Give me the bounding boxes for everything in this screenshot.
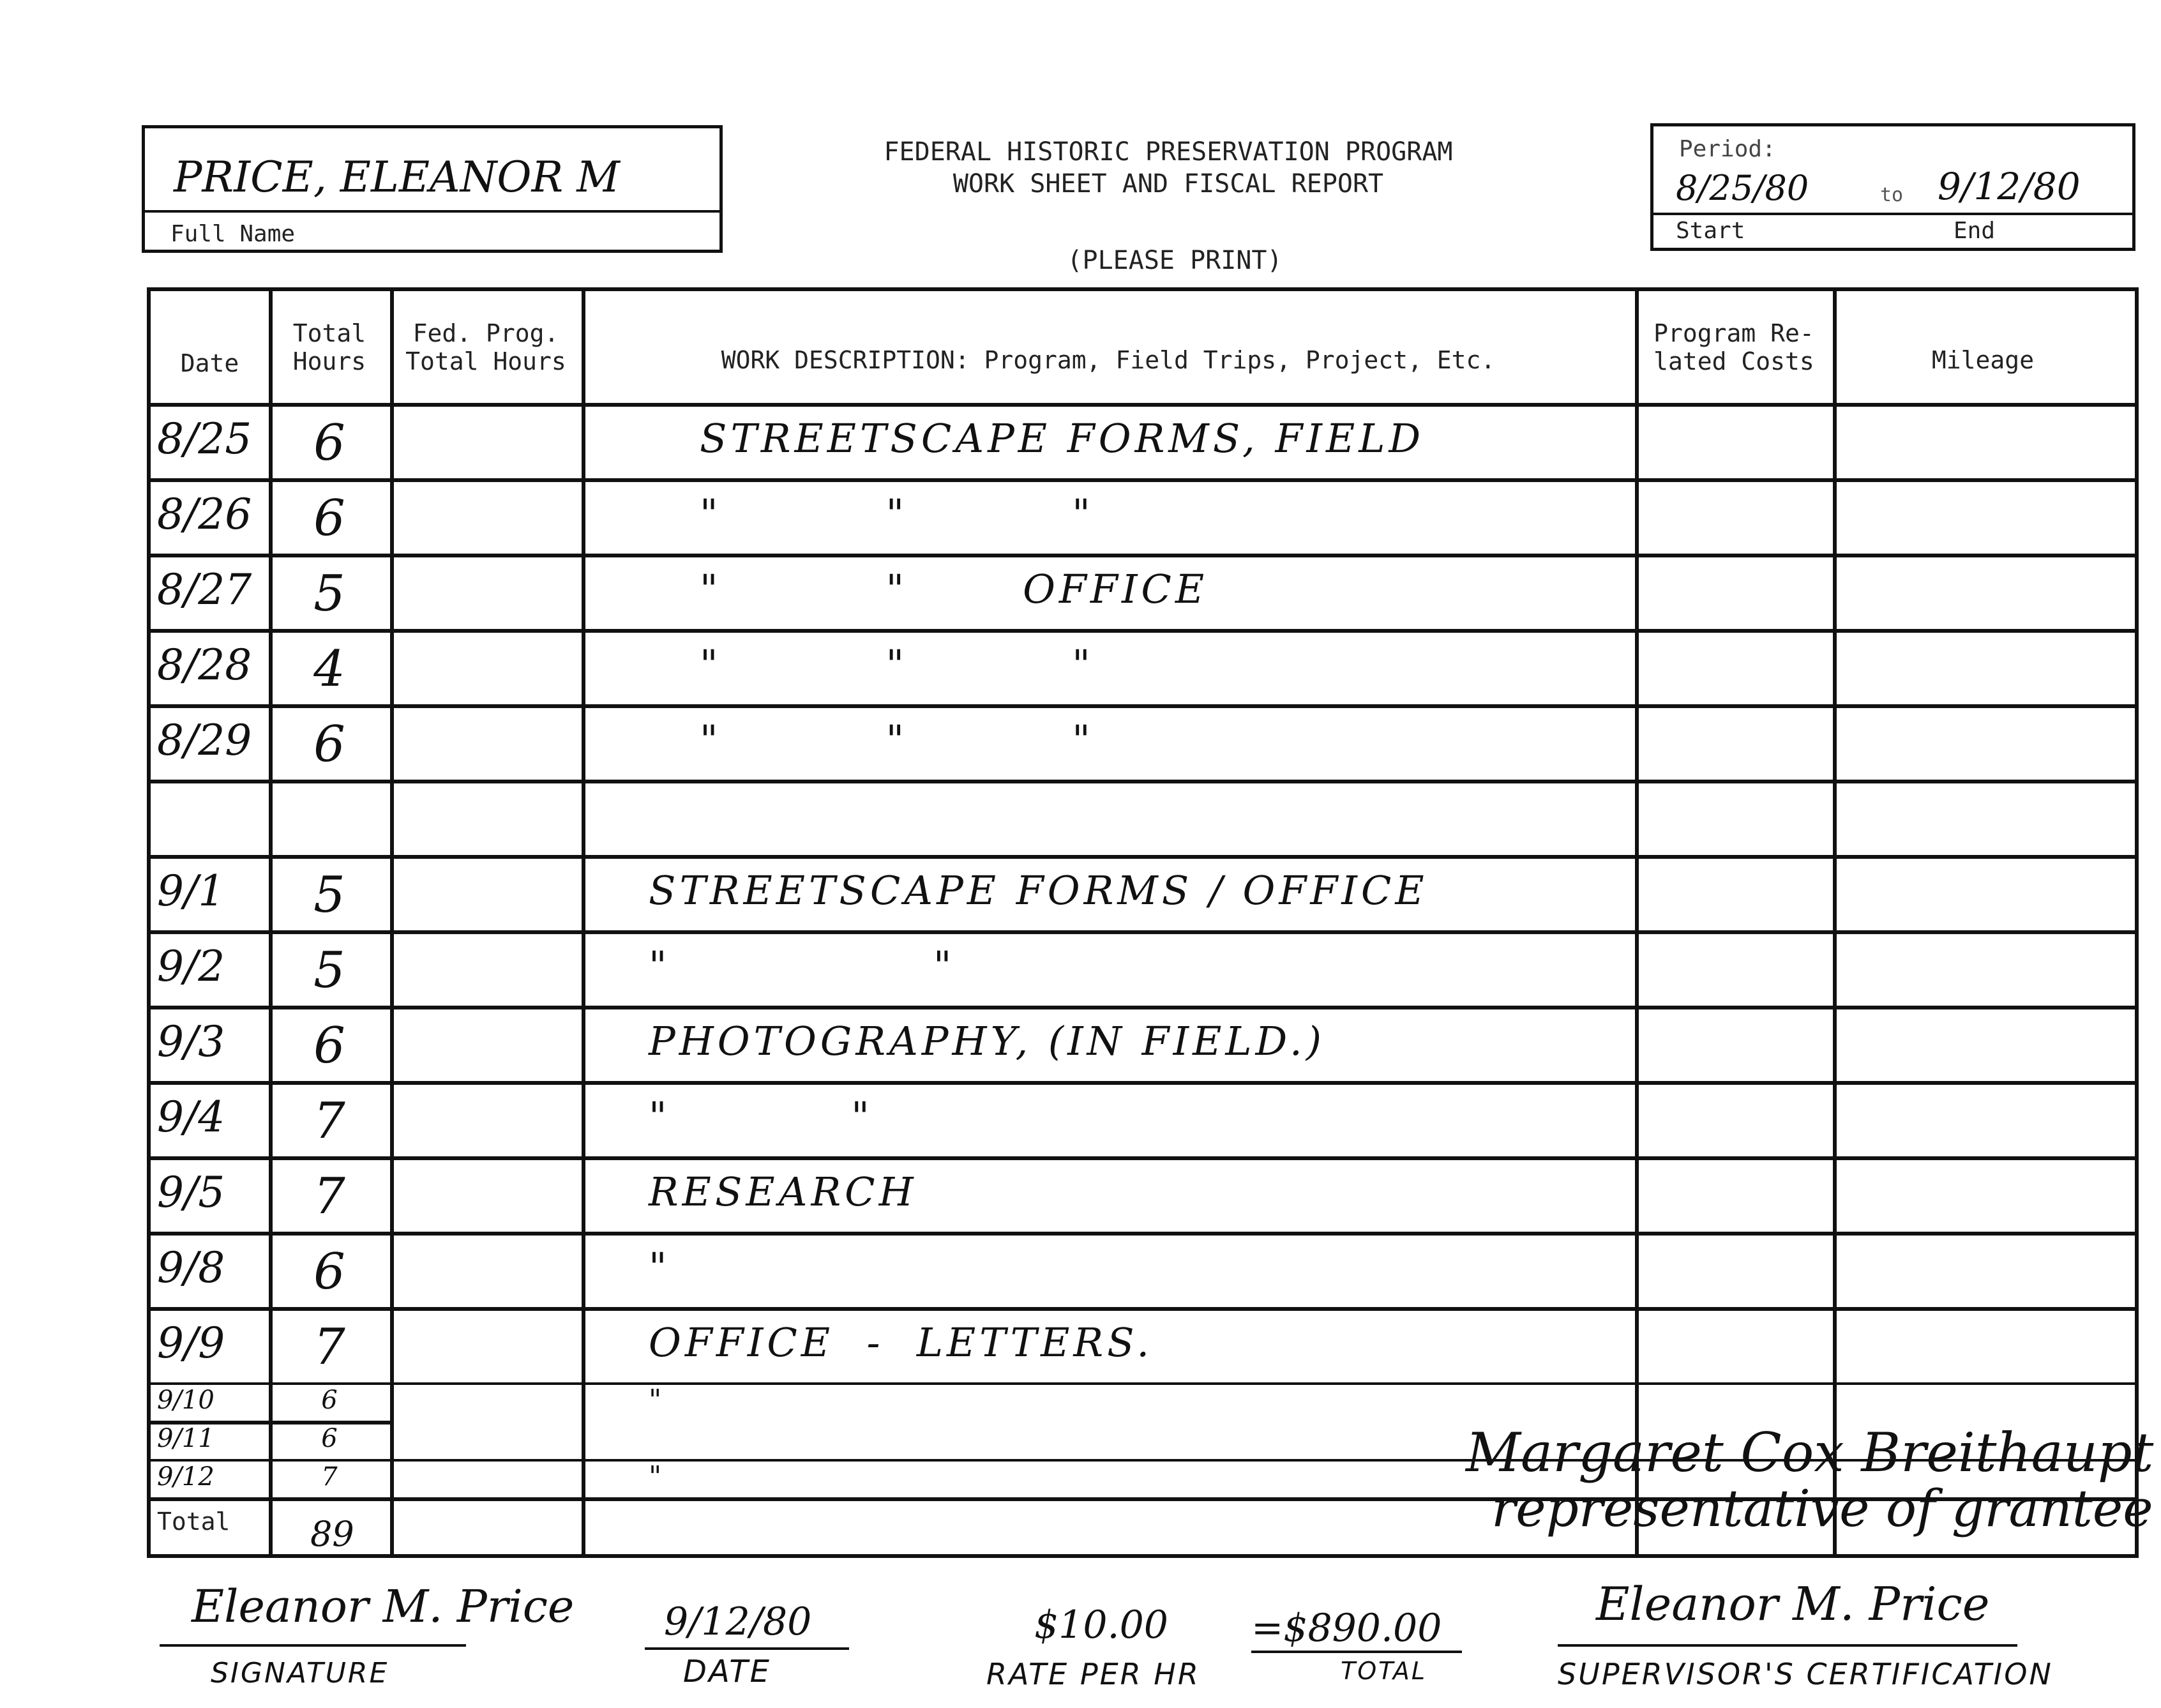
full-name-box [142,125,723,253]
rate-value: $10.00 [1034,1603,1168,1647]
row-work-description: " [649,1460,666,1493]
row-total-hours: 6 [313,490,345,548]
row-work-description: " " " [700,716,1094,763]
row-work-description: " " [649,942,956,989]
row-total-hours: 5 [313,942,345,1000]
total-hours-value: 89 [310,1514,354,1554]
row-total-hours: 6 [313,1243,345,1301]
row-divider [151,930,2135,934]
row-total-hours: 6 [313,1017,345,1075]
row-divider [151,780,2135,783]
col-header-work-description: WORK DESCRIPTION: Program, Field Trips, Project, Etc. [721,345,1496,374]
col-header-date: Date [180,349,239,377]
row-divider [151,1382,2135,1385]
row-work-description: " " [649,1093,873,1140]
row-divider [151,478,2135,482]
row-date: 8/26 [157,490,252,540]
work-sheet-table [147,287,2154,1558]
total-label: Total [157,1508,230,1536]
row-divider [151,704,2135,708]
supervisor-signature: Eleanor M. Price [1596,1577,1990,1631]
row-work-description: " " " [700,641,1094,688]
employee-signature: Eleanor M. Price [192,1580,575,1633]
row-divider [151,1156,2135,1160]
row-total-hours: 7 [313,1168,345,1226]
row-total-hours: 5 [313,866,345,925]
col-header-program-costs: Program Re- lated Costs [1653,319,1814,375]
period-end-value: 9/12/80 [1938,165,2081,208]
row-total-hours: 6 [313,414,345,472]
form-title-line2: WORK SHEET AND FISCAL REPORT [952,169,1384,199]
row-date: 8/28 [157,640,252,690]
total-pay-line [1251,1651,1462,1653]
row-date: 9/12 [157,1462,215,1492]
row-date: 9/1 [157,866,225,916]
row-total-hours: 7 [313,1319,345,1377]
row-work-description: OFFICE - LETTERS. [649,1319,1154,1366]
row-work-description: " [649,1244,671,1290]
row-work-description: " " OFFICE [700,566,1209,612]
row-date: 9/8 [157,1243,225,1293]
row-work-description: " " " [700,490,1094,537]
supervisor-label: SUPERVISOR'S CERTIFICATION [1558,1657,2053,1691]
row-work-description: " [649,1384,666,1416]
row-work-description: STREETSCAPE FORMS / OFFICE [649,867,1428,914]
total-pay-value: =$890.00 [1251,1606,1442,1651]
col-header-mileage: Mileage [1931,345,2035,374]
row-date: 8/29 [157,716,252,766]
period-start-value: 8/25/80 [1676,168,1809,208]
signature-line [160,1644,466,1647]
grantee-title: representative of grantee [1491,1479,2153,1538]
grantee-signature: Margaret Cox Breithaupt [1466,1421,2154,1484]
row-date: 9/10 [157,1386,215,1416]
row-work-description: PHOTOGRAPHY, (IN FIELD.) [649,1018,1325,1064]
full-name-value: PRICE, ELEANOR M [174,153,620,202]
full-name-underline [145,210,719,213]
row-divider [151,1081,2135,1085]
row-total-hours: 6 [321,1386,338,1416]
full-name-label: Full Name [170,221,296,247]
rate-label: RATE PER HR [986,1657,1200,1691]
form-title-line1: FEDERAL HISTORIC PRESERVATION PROGRAM [884,137,1453,167]
col-header-total-hours: Total Hours [292,319,366,375]
row-date: 9/2 [157,942,225,992]
row-date: 9/4 [157,1092,225,1142]
total-pay-label: TOTAL [1341,1657,1427,1685]
row-work-description: RESEARCH [649,1168,917,1215]
row-divider [151,554,2135,557]
row-date: 9/11 [157,1424,215,1454]
row-divider [151,1232,2135,1236]
start-label: Start [1676,218,1745,244]
period-box [1650,123,2135,251]
row-date: 9/9 [157,1319,225,1368]
period-label: Period: [1679,136,1776,162]
row-divider [151,1307,2135,1311]
please-print-note: (PLEASE PRINT) [1067,246,1283,275]
row-divider [151,855,2135,859]
period-to-label: to [1880,184,1904,206]
row-total-hours: 5 [313,565,345,623]
row-total-hours: 7 [321,1462,338,1492]
row-divider [151,1006,2135,1009]
signature-label: SIGNATURE [211,1657,389,1689]
row-date: 8/25 [157,414,252,464]
row-date: 8/27 [157,565,252,615]
row-date: 9/5 [157,1168,225,1218]
period-underline [1653,213,2132,215]
row-total-hours: 6 [321,1424,338,1454]
date-label: DATE [683,1654,771,1689]
supervisor-line [1558,1644,2017,1647]
row-total-hours: 6 [313,716,345,774]
row-work-description: STREETSCAPE FORMS, FIELD [700,415,1425,462]
row-date: 9/3 [157,1017,225,1067]
row-total-hours: 7 [313,1092,345,1151]
col-header-fed-prog: Fed. Prog. Total Hours [405,319,566,375]
end-label: End [1954,218,1996,244]
row-total-hours: 4 [313,640,345,699]
row-divider [151,629,2135,633]
date-value: 9/12/80 [664,1599,812,1644]
date-line [645,1647,849,1650]
row-divider [151,403,2135,407]
